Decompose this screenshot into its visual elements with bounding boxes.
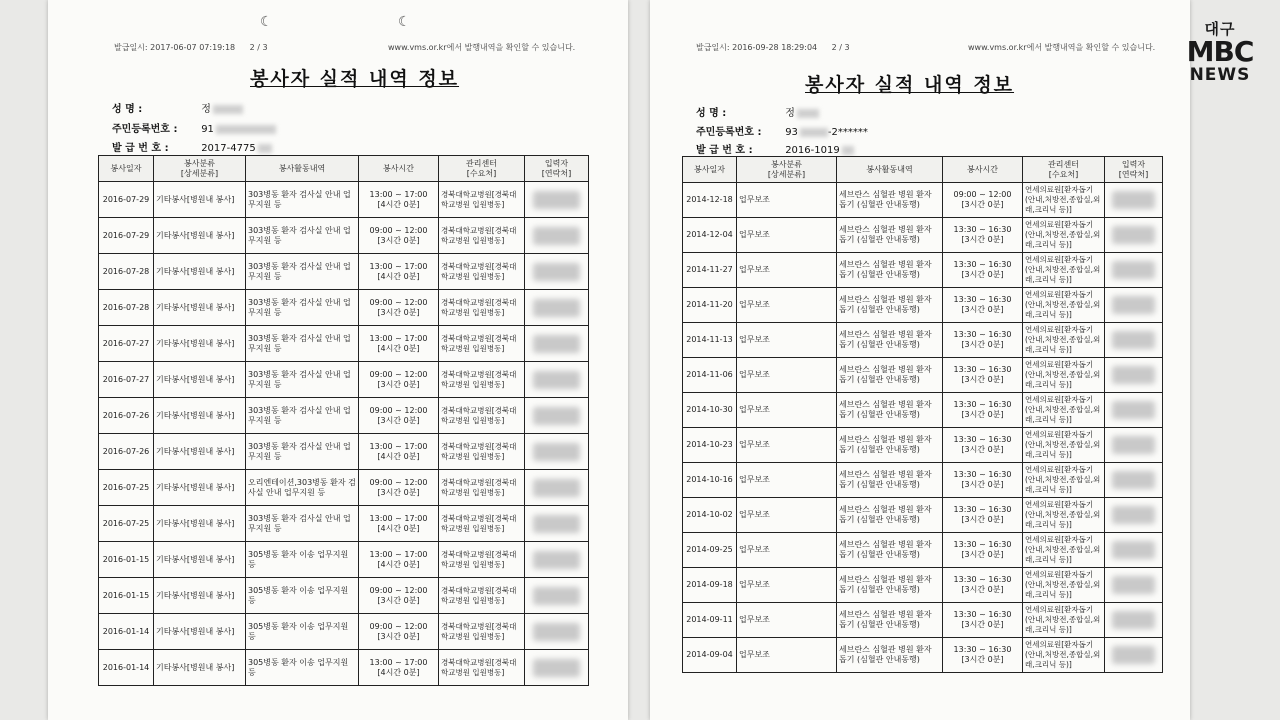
table-row bbox=[99, 578, 589, 614]
table-row bbox=[683, 218, 1163, 253]
issue-number-line bbox=[696, 141, 854, 156]
cell-center: 경북대학교병원[경북대학교병원 입원병동] bbox=[439, 614, 525, 650]
cell-date: 2016-07-29 bbox=[99, 182, 154, 218]
table-row bbox=[99, 542, 589, 578]
cell-date: 2014-11-20 bbox=[683, 288, 737, 323]
table-row bbox=[99, 254, 589, 290]
cell-category: 업무보조 bbox=[737, 288, 837, 323]
redaction-blur bbox=[533, 623, 580, 641]
cell-center: 연세의료원[환자돕기(안내,처방전,종합실,외래,크리닉 등)] bbox=[1023, 253, 1105, 288]
name-line bbox=[112, 100, 243, 115]
cell-category: 업무보조 bbox=[737, 358, 837, 393]
id-line bbox=[696, 123, 868, 138]
id-label: 주민등록번호 : bbox=[696, 127, 762, 138]
redaction-blur bbox=[1112, 401, 1154, 419]
cell-category: 기타봉사[병원내 봉사] bbox=[154, 614, 246, 650]
redaction-blur bbox=[533, 335, 580, 353]
issue-datetime-label: 발급일시: bbox=[114, 43, 148, 52]
id-value: 93 bbox=[785, 127, 798, 138]
cell-category: 기타봉사[병원내 봉사] bbox=[154, 506, 246, 542]
cell-contact-redacted bbox=[1105, 568, 1163, 603]
redaction-blur bbox=[533, 299, 580, 317]
table-row bbox=[683, 288, 1163, 323]
issue-datetime-label: 발급일시: bbox=[696, 43, 730, 52]
column-header: 봉사활동내역 bbox=[246, 156, 359, 182]
cell-time: 09:00 ~ 12:00 [3시간 0분] bbox=[359, 362, 439, 398]
cell-time: 13:00 ~ 17:00 [4시간 0분] bbox=[359, 254, 439, 290]
cell-center: 연세의료원[환자돕기(안내,처방전,종합실,외래,크리닉 등)] bbox=[1023, 603, 1105, 638]
cell-activity: 오리엔테이션,303병동 환자 검사실 안내 업무지원 등 bbox=[246, 470, 359, 506]
redaction-blur bbox=[533, 479, 580, 497]
table-row bbox=[683, 393, 1163, 428]
cell-activity: 303병동 환자 검사실 안내 업무지원 등 bbox=[246, 290, 359, 326]
cell-contact-redacted bbox=[525, 434, 589, 470]
cell-category: 업무보조 bbox=[737, 218, 837, 253]
cell-date: 2016-01-15 bbox=[99, 578, 154, 614]
cell-center: 연세의료원[환자돕기(안내,처방전,종합실,외래,크리닉 등)] bbox=[1023, 638, 1105, 673]
table-row bbox=[99, 650, 589, 686]
cell-activity: 305병동 환자 이송 업무지원 등 bbox=[246, 542, 359, 578]
redaction-blur bbox=[1112, 296, 1154, 314]
cell-contact-redacted bbox=[525, 290, 589, 326]
cell-time: 13:30 ~ 16:30 [3시간 0분] bbox=[943, 533, 1023, 568]
column-header: 봉사시간 bbox=[943, 157, 1023, 183]
cell-contact-redacted bbox=[1105, 428, 1163, 463]
cell-time: 13:00 ~ 17:00 [4시간 0분] bbox=[359, 542, 439, 578]
cell-activity: 303병동 환자 검사실 안내 업무지원 등 bbox=[246, 362, 359, 398]
issue-datetime-value: 2016-09-28 18:29:04 bbox=[732, 43, 818, 52]
column-header: 관리센터 [수요처] bbox=[439, 156, 525, 182]
cell-activity: 세브란스 심혈관 병원 환자 돕기 (심혈관 안내동행) bbox=[837, 568, 943, 603]
cell-category: 업무보조 bbox=[737, 568, 837, 603]
cell-activity: 세브란스 심혈관 병원 환자 돕기 (심혈관 안내동행) bbox=[837, 183, 943, 218]
cell-center: 경북대학교병원[경북대학교병원 입원병동] bbox=[439, 434, 525, 470]
cell-date: 2014-12-18 bbox=[683, 183, 737, 218]
cell-time: 13:30 ~ 16:30 [3시간 0분] bbox=[943, 323, 1023, 358]
table-row bbox=[683, 463, 1163, 498]
cell-contact-redacted bbox=[525, 542, 589, 578]
cell-time: 09:00 ~ 12:00 [3시간 0분] bbox=[359, 218, 439, 254]
site-note: www.vms.or.kr에서 발행내역을 확인할 수 있습니다. bbox=[388, 43, 576, 52]
column-header: 봉사일자 bbox=[683, 157, 737, 183]
cell-date: 2016-07-28 bbox=[99, 290, 154, 326]
redaction-blur bbox=[533, 587, 580, 605]
cell-category: 업무보조 bbox=[737, 253, 837, 288]
table-row bbox=[683, 498, 1163, 533]
column-header: 봉사활동내역 bbox=[837, 157, 943, 183]
cell-activity: 303병동 환자 검사실 안내 업무지원 등 bbox=[246, 254, 359, 290]
cell-activity: 세브란스 심혈관 병원 환자 돕기 (심혈관 안내동행) bbox=[837, 603, 943, 638]
redaction-blur bbox=[1112, 576, 1154, 594]
cell-time: 09:00 ~ 12:00 [3시간 0분] bbox=[359, 398, 439, 434]
redaction-blur bbox=[1112, 506, 1154, 524]
table-row bbox=[683, 428, 1163, 463]
redaction-blur bbox=[533, 191, 580, 209]
redaction-blur bbox=[533, 443, 580, 461]
cell-contact-redacted bbox=[1105, 463, 1163, 498]
table-row bbox=[683, 568, 1163, 603]
cell-category: 업무보조 bbox=[737, 183, 837, 218]
document-page-left bbox=[48, 0, 628, 720]
issue-number-label: 발 급 번 호 : bbox=[696, 145, 753, 156]
cell-category: 기타봉사[병원내 봉사] bbox=[154, 398, 246, 434]
cell-contact-redacted bbox=[525, 218, 589, 254]
cell-time: 09:00 ~ 12:00 [3시간 0분] bbox=[359, 470, 439, 506]
cell-category: 기타봉사[병원내 봉사] bbox=[154, 182, 246, 218]
cell-category: 업무보조 bbox=[737, 603, 837, 638]
cell-contact-redacted bbox=[1105, 393, 1163, 428]
cell-contact-redacted bbox=[525, 506, 589, 542]
cell-activity: 세브란스 심혈관 병원 환자 돕기 (심혈관 안내동행) bbox=[837, 288, 943, 323]
cell-date: 2014-11-06 bbox=[683, 358, 737, 393]
table-row bbox=[683, 183, 1163, 218]
cell-category: 업무보조 bbox=[737, 393, 837, 428]
cell-center: 경북대학교병원[경북대학교병원 입원병동] bbox=[439, 506, 525, 542]
cell-activity: 세브란스 심혈관 병원 환자 돕기 (심혈관 안내동행) bbox=[837, 498, 943, 533]
table-row bbox=[99, 182, 589, 218]
cell-date: 2014-10-16 bbox=[683, 463, 737, 498]
logo-city: 대구 bbox=[1204, 20, 1236, 38]
cell-category: 기타봉사[병원내 봉사] bbox=[154, 542, 246, 578]
cell-contact-redacted bbox=[1105, 603, 1163, 638]
redaction-blur bbox=[1112, 261, 1154, 279]
cell-time: 13:30 ~ 16:30 [3시간 0분] bbox=[943, 393, 1023, 428]
cell-activity: 305병동 환자 이송 업무지원 등 bbox=[246, 614, 359, 650]
cell-activity: 세브란스 심혈관 병원 환자 돕기 (심혈관 안내동행) bbox=[837, 253, 943, 288]
column-header: 봉사시간 bbox=[359, 156, 439, 182]
id-value: 91 bbox=[201, 124, 214, 135]
id-suffix: -2****** bbox=[827, 127, 868, 138]
cell-center: 경북대학교병원[경북대학교병원 입원병동] bbox=[439, 398, 525, 434]
cell-category: 기타봉사[병원내 봉사] bbox=[154, 254, 246, 290]
redaction-blur bbox=[533, 227, 580, 245]
cell-center: 연세의료원[환자돕기(안내,처방전,종합실,외래,크리닉 등)] bbox=[1023, 323, 1105, 358]
column-header: 봉사분류 [상세분류] bbox=[737, 157, 837, 183]
cell-time: 09:00 ~ 12:00 [3시간 0분] bbox=[359, 578, 439, 614]
cell-center: 경북대학교병원[경북대학교병원 입원병동] bbox=[439, 578, 525, 614]
cell-category: 업무보조 bbox=[737, 428, 837, 463]
redaction-blur bbox=[258, 144, 272, 153]
column-header: 관리센터 [수요처] bbox=[1023, 157, 1105, 183]
cell-category: 업무보조 bbox=[737, 498, 837, 533]
table-row bbox=[99, 218, 589, 254]
cell-contact-redacted bbox=[525, 398, 589, 434]
cell-contact-redacted bbox=[1105, 288, 1163, 323]
redaction-blur bbox=[1112, 541, 1154, 559]
cell-date: 2014-09-25 bbox=[683, 533, 737, 568]
cell-date: 2016-01-15 bbox=[99, 542, 154, 578]
redaction-blur bbox=[842, 146, 854, 155]
redaction-blur bbox=[533, 551, 580, 569]
column-header: 입력자 [연락처] bbox=[525, 156, 589, 182]
cell-contact-redacted bbox=[525, 614, 589, 650]
cell-center: 경북대학교병원[경북대학교병원 입원병동] bbox=[439, 326, 525, 362]
redaction-blur bbox=[533, 371, 580, 389]
cell-center: 연세의료원[환자돕기(안내,처방전,종합실,외래,크리닉 등)] bbox=[1023, 183, 1105, 218]
cell-category: 업무보조 bbox=[737, 533, 837, 568]
cell-center: 연세의료원[환자돕기(안내,처방전,종합실,외래,크리닉 등)] bbox=[1023, 218, 1105, 253]
redaction-blur bbox=[1112, 436, 1154, 454]
cell-time: 13:30 ~ 16:30 [3시간 0분] bbox=[943, 288, 1023, 323]
table-row bbox=[99, 470, 589, 506]
cell-time: 13:30 ~ 16:30 [3시간 0분] bbox=[943, 603, 1023, 638]
cell-center: 경북대학교병원[경북대학교병원 입원병동] bbox=[439, 254, 525, 290]
cell-contact-redacted bbox=[525, 578, 589, 614]
redaction-blur bbox=[533, 659, 580, 677]
table-row bbox=[683, 323, 1163, 358]
cell-center: 경북대학교병원[경북대학교병원 입원병동] bbox=[439, 218, 525, 254]
cell-contact-redacted bbox=[525, 362, 589, 398]
cell-activity: 세브란스 심혈관 병원 환자 돕기 (심혈관 안내동행) bbox=[837, 638, 943, 673]
issue-number-value: 2016-1019 bbox=[785, 145, 840, 156]
cell-activity: 세브란스 심혈관 병원 환자 돕기 (심혈관 안내동행) bbox=[837, 218, 943, 253]
cell-date: 2016-07-27 bbox=[99, 362, 154, 398]
page-number: 2 / 3 bbox=[831, 43, 850, 52]
cell-category: 업무보조 bbox=[737, 463, 837, 498]
cell-time: 09:00 ~ 12:00 [3시간 0분] bbox=[359, 290, 439, 326]
cell-center: 경북대학교병원[경북대학교병원 입원병동] bbox=[439, 470, 525, 506]
id-line bbox=[112, 120, 276, 135]
logo-brand: MBC bbox=[1186, 35, 1254, 68]
cell-date: 2014-09-04 bbox=[683, 638, 737, 673]
cell-contact-redacted bbox=[525, 254, 589, 290]
cell-activity: 세브란스 심혈관 병원 환자 돕기 (심혈관 안내동행) bbox=[837, 463, 943, 498]
column-header: 입력자 [연락처] bbox=[1105, 157, 1163, 183]
cell-center: 연세의료원[환자돕기(안내,처방전,종합실,외래,크리닉 등)] bbox=[1023, 568, 1105, 603]
cell-date: 2016-07-25 bbox=[99, 506, 154, 542]
cell-category: 기타봉사[병원내 봉사] bbox=[154, 218, 246, 254]
cell-contact-redacted bbox=[1105, 253, 1163, 288]
cell-center: 경북대학교병원[경북대학교병원 입원병동] bbox=[439, 542, 525, 578]
document-page-right bbox=[650, 0, 1190, 720]
logo-sub: NEWS bbox=[1189, 65, 1251, 85]
cell-date: 2016-07-27 bbox=[99, 326, 154, 362]
cell-activity: 303병동 환자 검사실 안내 업무지원 등 bbox=[246, 218, 359, 254]
cell-time: 13:30 ~ 16:30 [3시간 0분] bbox=[943, 568, 1023, 603]
mbc-news-logo bbox=[1178, 18, 1262, 85]
cell-contact-redacted bbox=[525, 326, 589, 362]
redaction-blur bbox=[1112, 226, 1154, 244]
cell-date: 2014-10-23 bbox=[683, 428, 737, 463]
cell-category: 기타봉사[병원내 봉사] bbox=[154, 434, 246, 470]
column-header: 봉사분류 [상세분류] bbox=[154, 156, 246, 182]
cell-date: 2014-09-11 bbox=[683, 603, 737, 638]
redaction-blur bbox=[1112, 471, 1154, 489]
cell-time: 13:30 ~ 16:30 [3시간 0분] bbox=[943, 463, 1023, 498]
cell-contact-redacted bbox=[1105, 358, 1163, 393]
cell-date: 2014-12-04 bbox=[683, 218, 737, 253]
cell-time: 13:00 ~ 17:00 [4시간 0분] bbox=[359, 506, 439, 542]
cell-time: 13:30 ~ 16:30 [3시간 0분] bbox=[943, 358, 1023, 393]
cell-category: 기타봉사[병원내 봉사] bbox=[154, 650, 246, 686]
cell-category: 기타봉사[병원내 봉사] bbox=[154, 326, 246, 362]
cell-time: 13:00 ~ 17:00 [4시간 0분] bbox=[359, 326, 439, 362]
volunteer-record-table bbox=[98, 155, 589, 686]
cell-center: 연세의료원[환자돕기(안내,처방전,종합실,외래,크리닉 등)] bbox=[1023, 428, 1105, 463]
cell-date: 2016-07-26 bbox=[99, 398, 154, 434]
cell-time: 09:00 ~ 12:00 [3시간 0분] bbox=[359, 614, 439, 650]
cell-contact-redacted bbox=[1105, 183, 1163, 218]
cell-activity: 305병동 환자 이송 업무지원 등 bbox=[246, 650, 359, 686]
cell-time: 13:30 ~ 16:30 [3시간 0분] bbox=[943, 638, 1023, 673]
cell-date: 2014-10-02 bbox=[683, 498, 737, 533]
issue-datetime-value: 2017-06-07 07:19:18 bbox=[150, 43, 236, 52]
cell-activity: 세브란스 심혈관 병원 환자 돕기 (심혈관 안내동행) bbox=[837, 358, 943, 393]
cell-center: 경북대학교병원[경북대학교병원 입원병동] bbox=[439, 362, 525, 398]
cell-center: 연세의료원[환자돕기(안내,처방전,종합실,외래,크리닉 등)] bbox=[1023, 288, 1105, 323]
cell-center: 연세의료원[환자돕기(안내,처방전,종합실,외래,크리닉 등)] bbox=[1023, 393, 1105, 428]
cell-center: 경북대학교병원[경북대학교병원 입원병동] bbox=[439, 290, 525, 326]
cell-time: 13:00 ~ 17:00 [4시간 0분] bbox=[359, 434, 439, 470]
cell-category: 업무보조 bbox=[737, 323, 837, 358]
table-row bbox=[99, 326, 589, 362]
redaction-blur bbox=[1112, 646, 1154, 664]
cell-center: 연세의료원[환자돕기(안내,처방전,종합실,외래,크리닉 등)] bbox=[1023, 498, 1105, 533]
cell-time: 13:30 ~ 16:30 [3시간 0분] bbox=[943, 428, 1023, 463]
cell-activity: 세브란스 심혈관 병원 환자 돕기 (심혈관 안내동행) bbox=[837, 533, 943, 568]
cell-center: 연세의료원[환자돕기(안내,처방전,종합실,외래,크리닉 등)] bbox=[1023, 533, 1105, 568]
cell-activity: 303병동 환자 검사실 안내 업무지원 등 bbox=[246, 326, 359, 362]
cell-time: 13:30 ~ 16:30 [3시간 0분] bbox=[943, 253, 1023, 288]
table-row bbox=[683, 253, 1163, 288]
cell-date: 2016-07-26 bbox=[99, 434, 154, 470]
table-row bbox=[99, 362, 589, 398]
table-row bbox=[683, 638, 1163, 673]
redaction-blur bbox=[1112, 611, 1154, 629]
cell-activity: 세브란스 심혈관 병원 환자 돕기 (심혈관 안내동행) bbox=[837, 393, 943, 428]
page-number: 2 / 3 bbox=[249, 43, 268, 52]
redaction-blur bbox=[216, 125, 276, 134]
cell-date: 2014-09-18 bbox=[683, 568, 737, 603]
table-header-row bbox=[99, 156, 589, 182]
name-value: 정 bbox=[201, 104, 211, 115]
table-row bbox=[99, 398, 589, 434]
issue-number-line bbox=[112, 139, 272, 154]
redaction-blur bbox=[533, 515, 580, 533]
table-row bbox=[99, 506, 589, 542]
cell-contact-redacted bbox=[525, 470, 589, 506]
name-label: 성 명 : bbox=[112, 104, 143, 115]
cell-category: 기타봉사[병원내 봉사] bbox=[154, 362, 246, 398]
table-header-row bbox=[683, 157, 1163, 183]
cell-date: 2016-01-14 bbox=[99, 614, 154, 650]
cell-activity: 세브란스 심혈관 병원 환자 돕기 (심혈관 안내동행) bbox=[837, 428, 943, 463]
cell-date: 2014-11-27 bbox=[683, 253, 737, 288]
issue-number-label: 발 급 번 호 : bbox=[112, 143, 169, 154]
cell-date: 2016-01-14 bbox=[99, 650, 154, 686]
redaction-blur bbox=[800, 128, 828, 137]
punch-hole-mark: ☾ bbox=[260, 14, 273, 30]
cell-time: 13:00 ~ 17:00 [4시간 0분] bbox=[359, 650, 439, 686]
cell-activity: 303병동 환자 검사실 안내 업무지원 등 bbox=[246, 434, 359, 470]
cell-time: 13:30 ~ 16:30 [3시간 0분] bbox=[943, 498, 1023, 533]
cell-contact-redacted bbox=[1105, 323, 1163, 358]
redaction-blur bbox=[533, 263, 580, 281]
redaction-blur bbox=[1112, 331, 1154, 349]
cell-contact-redacted bbox=[1105, 638, 1163, 673]
cell-category: 기타봉사[병원내 봉사] bbox=[154, 470, 246, 506]
issue-datetime-line bbox=[696, 42, 850, 53]
name-label: 성 명 : bbox=[696, 108, 727, 119]
document-title: 봉사자 실적 내역 정보 bbox=[250, 68, 460, 90]
cell-date: 2016-07-28 bbox=[99, 254, 154, 290]
id-label: 주민등록번호 : bbox=[112, 124, 178, 135]
cell-time: 13:00 ~ 17:00 [4시간 0분] bbox=[359, 182, 439, 218]
table-row bbox=[683, 358, 1163, 393]
cell-date: 2014-10-30 bbox=[683, 393, 737, 428]
table-row bbox=[683, 603, 1163, 638]
cell-date: 2016-07-29 bbox=[99, 218, 154, 254]
issue-datetime-line bbox=[114, 42, 268, 53]
name-line bbox=[696, 104, 819, 119]
cell-contact-redacted bbox=[525, 650, 589, 686]
cell-time: 09:00 ~ 12:00 [3시간 0분] bbox=[943, 183, 1023, 218]
cell-contact-redacted bbox=[525, 182, 589, 218]
redaction-blur bbox=[797, 109, 819, 118]
cell-activity: 303병동 환자 검사실 안내 업무지원 등 bbox=[246, 182, 359, 218]
site-note: www.vms.or.kr에서 발행내역을 확인할 수 있습니다. bbox=[968, 43, 1156, 52]
volunteer-record-table bbox=[682, 156, 1163, 673]
punch-hole-mark: ☾ bbox=[398, 14, 411, 30]
cell-activity: 303병동 환자 검사실 안내 업무지원 등 bbox=[246, 398, 359, 434]
table-row bbox=[99, 434, 589, 470]
cell-category: 기타봉사[병원내 봉사] bbox=[154, 578, 246, 614]
cell-date: 2014-11-13 bbox=[683, 323, 737, 358]
cell-contact-redacted bbox=[1105, 533, 1163, 568]
issue-number-value: 2017-4775 bbox=[201, 143, 256, 154]
table-row bbox=[683, 533, 1163, 568]
cell-contact-redacted bbox=[1105, 498, 1163, 533]
cell-center: 연세의료원[환자돕기(안내,처방전,종합실,외래,크리닉 등)] bbox=[1023, 358, 1105, 393]
column-header: 봉사일자 bbox=[99, 156, 154, 182]
cell-activity: 305병동 환자 이송 업무지원 등 bbox=[246, 578, 359, 614]
cell-center: 연세의료원[환자돕기(안내,처방전,종합실,외래,크리닉 등)] bbox=[1023, 463, 1105, 498]
redaction-blur bbox=[1112, 366, 1154, 384]
cell-center: 경북대학교병원[경북대학교병원 입원병동] bbox=[439, 182, 525, 218]
cell-date: 2016-07-25 bbox=[99, 470, 154, 506]
redaction-blur bbox=[1112, 191, 1154, 209]
table-row bbox=[99, 614, 589, 650]
document-title: 봉사자 실적 내역 정보 bbox=[805, 74, 1015, 96]
cell-category: 기타봉사[병원내 봉사] bbox=[154, 290, 246, 326]
cell-contact-redacted bbox=[1105, 218, 1163, 253]
cell-center: 경북대학교병원[경북대학교병원 입원병동] bbox=[439, 650, 525, 686]
cell-category: 업무보조 bbox=[737, 638, 837, 673]
cell-activity: 303병동 환자 검사실 안내 업무지원 등 bbox=[246, 506, 359, 542]
cell-time: 13:30 ~ 16:30 [3시간 0분] bbox=[943, 218, 1023, 253]
cell-activity: 세브란스 심혈관 병원 환자 돕기 (심혈관 안내동행) bbox=[837, 323, 943, 358]
redaction-blur bbox=[213, 105, 243, 114]
redaction-blur bbox=[533, 407, 580, 425]
table-row bbox=[99, 290, 589, 326]
name-value: 정 bbox=[785, 108, 795, 119]
